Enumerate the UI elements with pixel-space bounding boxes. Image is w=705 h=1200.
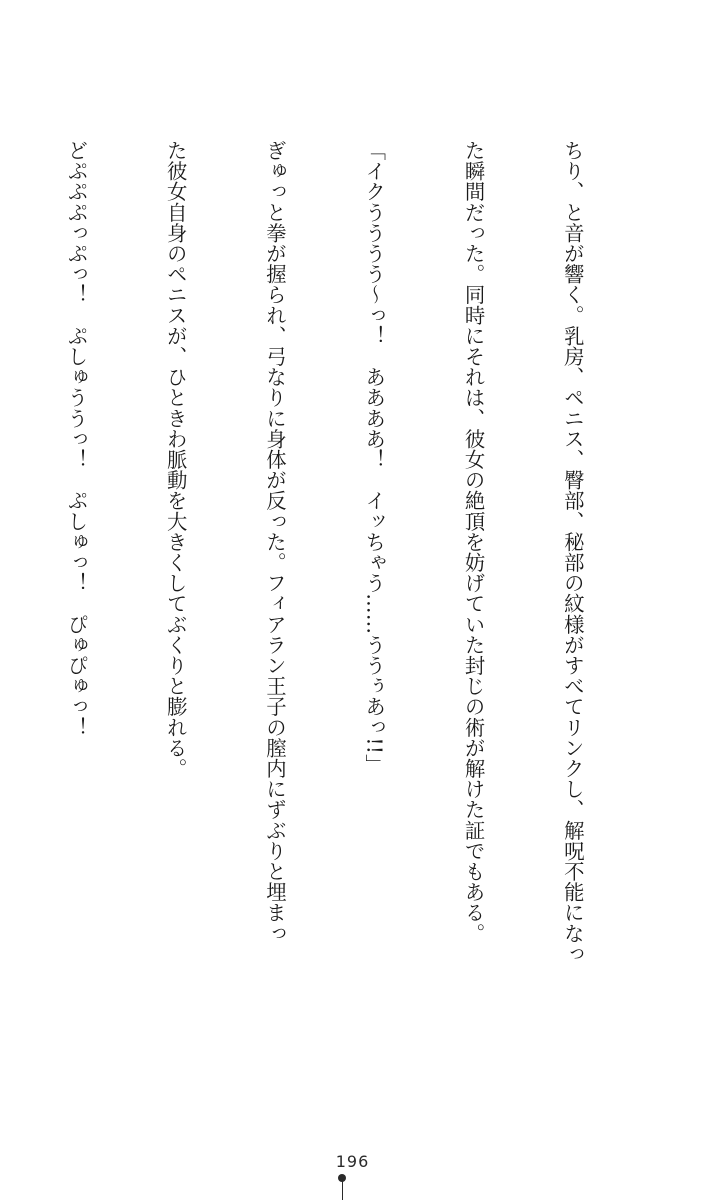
folio-ornament-icon bbox=[338, 1174, 346, 1200]
text-column: た瞬間だった。同時にそれは、彼女の絶頂を妨げていた封じの術が解けた証でもある。 bbox=[461, 140, 486, 944]
text-column: ちり、と音が響く。乳房、ペニス、臀部、秘部の紋様がすべてリンクし、解呪不能になっ bbox=[560, 140, 585, 964]
page-number: 196 bbox=[335, 1152, 370, 1171]
body-text bbox=[0, 140, 655, 1040]
text-column: た彼女自身のペニスが、ひときわ脈動を大きくしてぶくりと膨れる。 bbox=[163, 140, 188, 779]
text-column: 「イクうううう〜っ！ ああああ！ イッちゃう……ううぅあっ!!」 bbox=[362, 140, 387, 775]
folio-line bbox=[342, 1180, 343, 1200]
text-column: どぷぷぷっぷっ！ ぷしゅううっ！ ぷしゅっ！ ぴゅぴゅっ！ bbox=[64, 140, 89, 738]
text-column: ぎゅっと拳が握られ、弓なりに身体が反った。フィアラン王子の膣内にずぶりと埋まっ bbox=[262, 140, 287, 944]
